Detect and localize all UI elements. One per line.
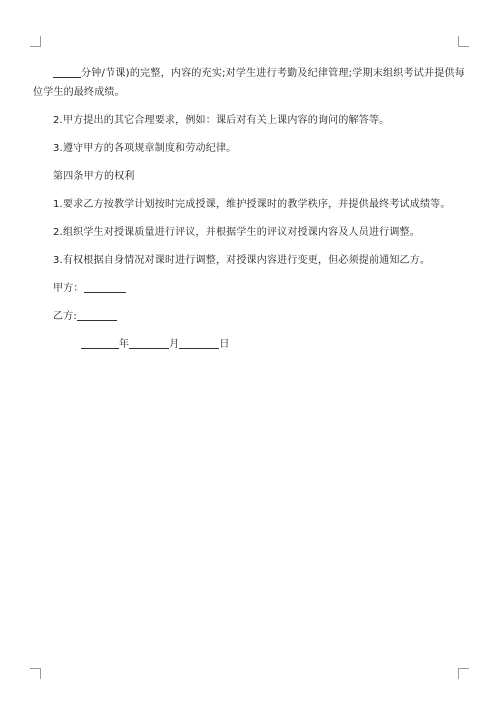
party-a-label: 甲方：: [53, 283, 84, 294]
crop-mark-top-right: [458, 36, 469, 47]
date-line: [33, 335, 465, 354]
fill-blank: [53, 65, 81, 78]
crop-mark-bottom-left: [30, 668, 41, 679]
paragraph-item-3: 3.遵守甲方的各项规章制度和劳动纪律。: [53, 143, 237, 154]
party-b-signature: [33, 307, 465, 326]
crop-mark-bottom-right: [458, 668, 469, 679]
section-heading-article-4: 第四条甲方的权利: [53, 171, 135, 182]
year-blank: [81, 336, 119, 349]
month-blank: [129, 336, 169, 349]
paragraph-continued: [33, 64, 465, 102]
day-label: 日: [219, 339, 230, 350]
party-a-blank: [84, 280, 126, 293]
party-b-blank: [77, 308, 117, 321]
crop-mark-top-left: [30, 36, 41, 47]
paragraph-right-3: 3.有权根据自身情况对课时进行调整，对授课内容进行变更，但必须提前通知乙方。: [53, 255, 431, 266]
year-label: 年: [119, 339, 130, 350]
party-a-signature: [33, 279, 465, 298]
day-blank: [179, 336, 219, 349]
paragraph-text: 分钟/节课)的完整，内容的充实;对学生进行考勤及纪律管理;学期末组织考试并提供每位学生的最终成绩。: [33, 68, 465, 98]
paragraph-right-1: 1.要求乙方按教学计划按时完成授课，维护授课时的教学秩序，并提供最终考试成绩等。: [53, 199, 451, 210]
party-b-label: 乙方:: [53, 311, 77, 322]
paragraph-item-2: 2.甲方提出的其它合理要求，例如：课后对有关上课内容的询问的解答等。: [53, 115, 390, 126]
document-body: [33, 64, 465, 354]
month-label: 月: [169, 339, 180, 350]
paragraph-right-2: 2.组织学生对授课质量进行评议，并根据学生的评议对授课内容及人员进行调整。: [53, 227, 420, 238]
